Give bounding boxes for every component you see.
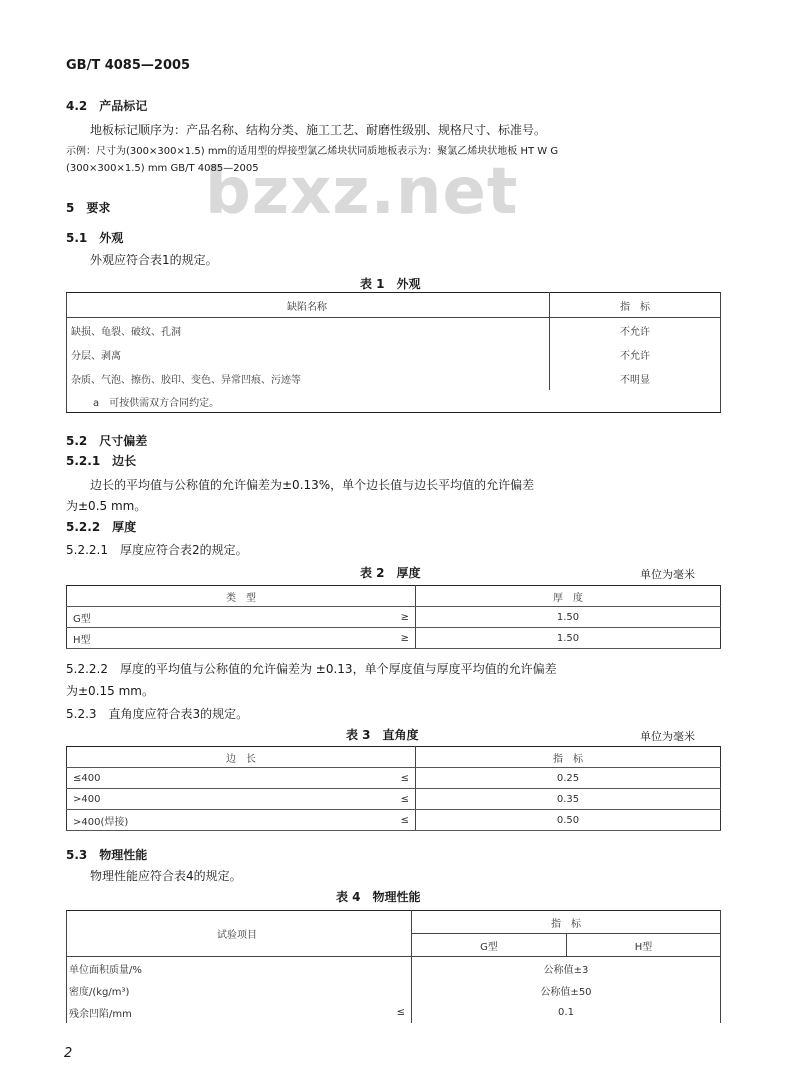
table4-cell: 单位面积质量/%: [69, 964, 142, 976]
table-row: [67, 979, 721, 1001]
table4-cell: [385, 957, 412, 980]
table1-cell: 不允许: [550, 318, 721, 343]
table4-header-index: 指 标: [412, 911, 721, 934]
section-5-2-1-title: 5.2.1 边长: [66, 454, 137, 468]
table4-header-h: H型: [566, 934, 720, 957]
table2-caption: 表 2 厚度: [360, 566, 421, 580]
table-row: [67, 342, 721, 366]
watermark: bzxz.net: [205, 155, 519, 229]
table-appearance: [66, 292, 721, 413]
table4-caption: 表 4 物理性能: [336, 890, 421, 904]
section-5-2-1-text: 边长的平均值与公称值的允许偏差为±0.13%，单个边长值与边长平均值的允许偏差: [90, 478, 535, 492]
table1-cell: 缺损、龟裂、破纹、孔洞: [71, 326, 181, 338]
table2-cell: ≥: [389, 628, 416, 649]
table-note-row: [67, 390, 721, 413]
section-5-3-title: 5.3 物理性能: [66, 848, 148, 862]
section-5-2-1-text-cont: 为±0.5 mm。: [66, 499, 147, 513]
table4-cell: 公称值±50: [412, 979, 721, 1001]
table2-cell: H型: [67, 628, 390, 649]
table3-unit: 单位为毫米: [640, 730, 695, 743]
table2-header-type: 类 型: [67, 586, 416, 607]
table3-caption: 表 3 直角度: [346, 728, 419, 742]
table-row: [67, 1001, 721, 1023]
table4-cell: 密度/(kg/m³): [69, 986, 130, 998]
table1-cell: 分层、剥离: [71, 350, 121, 362]
table1-cell: 不明显: [550, 366, 721, 390]
section-5-2-3: 5.2.3 直角度应符合表3的规定。: [66, 707, 249, 721]
table3-cell: 0.35: [416, 789, 721, 810]
table4-cell: 残余凹陷/mm: [69, 1008, 132, 1020]
section-4-2-example: 示例：尺寸为(300×300×1.5) mm的适用型的焊接型氯乙烯块状同质地板表示为：聚氯乙烯块状地板 HT W G: [66, 146, 559, 157]
section-5-1-title: 5.1 外观: [66, 231, 124, 245]
section-4-2-example-cont: (300×300×1.5) mm GB/T 4085—2005: [66, 163, 259, 174]
section-5-2-2-1: 5.2.2.1 厚度应符合表2的规定。: [66, 543, 248, 557]
table1-cell: 不允许: [550, 342, 721, 366]
table3-cell: 0.50: [416, 810, 721, 831]
table2-cell: ≥: [389, 607, 416, 628]
table-thickness: [66, 585, 721, 649]
section-5-2-2-2: 5.2.2.2 厚度的平均值与公称值的允许偏差为 ±0.13，单个厚度值与厚度平均值的允许偏差: [66, 662, 557, 676]
table-row: [67, 768, 721, 789]
table4-header-item: 试验项目: [67, 911, 412, 957]
table3-cell: ≤: [389, 789, 416, 810]
table-row: [67, 789, 721, 810]
table4-cell: [385, 979, 412, 1001]
section-4-2-line1: 地板标记顺序为：产品名称、结构分类、施工工艺、耐磨性级别、规格尺寸、标准号。: [90, 123, 547, 137]
table1-header-defect: 缺陷名称: [67, 293, 550, 318]
section-5-2-title: 5.2 尺寸偏差: [66, 434, 148, 448]
table-row: [67, 607, 721, 628]
table3-cell: ≤400: [67, 768, 390, 789]
section-4-2-title: 4.2 产品标记: [66, 99, 148, 113]
table3-cell: ≤: [389, 810, 416, 831]
table2-cell: 1.50: [416, 607, 721, 628]
table4-header-g: G型: [412, 934, 567, 957]
table-squareness: [66, 746, 721, 831]
table2-cell: G型: [67, 607, 390, 628]
table-row: [67, 318, 721, 343]
table1-caption: 表 1 外观: [360, 277, 421, 291]
table2-header-thickness: 厚 度: [416, 586, 721, 607]
table-row: [67, 810, 721, 831]
table2-cell: 1.50: [416, 628, 721, 649]
table3-cell: 0.25: [416, 768, 721, 789]
table4-cell: ≤: [396, 1006, 405, 1018]
table3-cell: >400: [67, 789, 390, 810]
table-row: [67, 628, 721, 649]
table3-header-side: 边 长: [67, 747, 416, 768]
section-5-2-2-2-cont: 为±0.15 mm。: [66, 684, 154, 698]
table3-cell: >400(焊接): [67, 810, 390, 831]
section-5-title: 5 要求: [66, 201, 111, 215]
table-row: [67, 366, 721, 390]
page-number: 2: [64, 1046, 73, 1061]
table4-cell: 公称值±3: [412, 957, 721, 980]
standard-header: GB/T 4085—2005: [66, 58, 191, 73]
section-5-1-text: 外观应符合表1的规定。: [90, 253, 218, 267]
table3-cell: ≤: [389, 768, 416, 789]
section-5-2-2-title: 5.2.2 厚度: [66, 520, 137, 534]
table1-header-index: 指 标: [550, 293, 721, 318]
table3-header-index: 指 标: [416, 747, 721, 768]
table-row: [67, 957, 721, 980]
table1-cell: 杂质、气泡、擦伤、胶印、变色、异常凹痕、污迹等: [71, 374, 301, 386]
table4-cell: 0.1: [412, 1001, 721, 1023]
table-physical-properties: [66, 910, 721, 1023]
table1-note: a 可按供需双方合同约定。: [93, 397, 220, 409]
table2-unit: 单位为毫米: [640, 568, 695, 581]
section-5-3-text: 物理性能应符合表4的规定。: [90, 869, 242, 883]
